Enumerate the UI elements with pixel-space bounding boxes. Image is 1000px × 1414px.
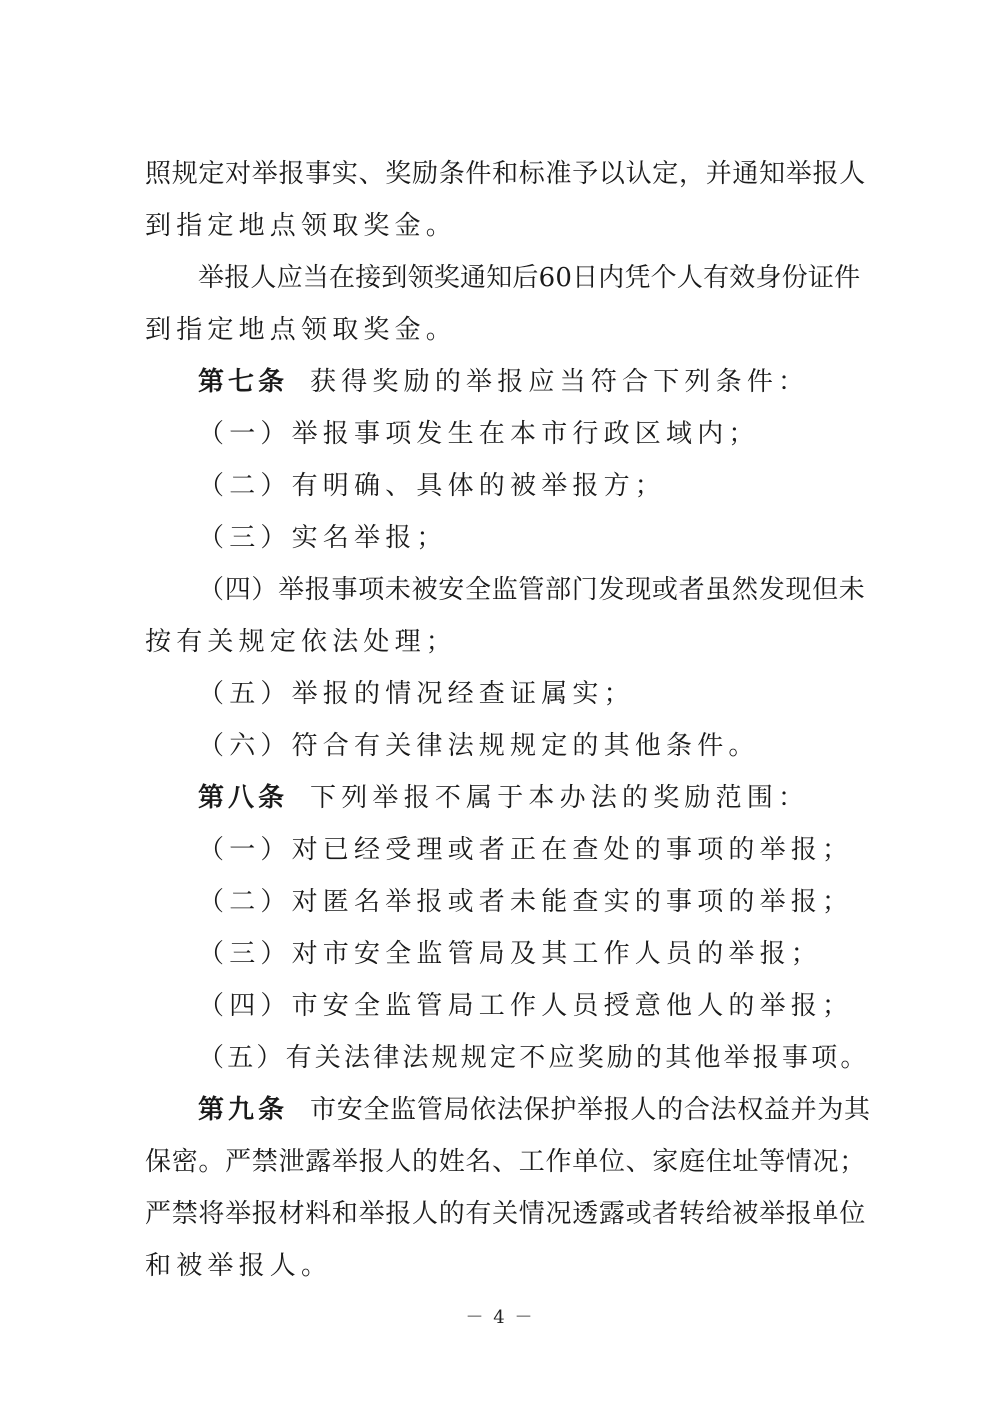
list-item: （二）对匿名举报或者未能查实的事项的举报； [198, 887, 854, 917]
article-nine [198, 1082, 870, 1138]
list-item: （一）举报事项发生在本市行政区域内； [198, 419, 760, 449]
article-seven [198, 354, 870, 410]
article-heading: 第八条 [198, 783, 289, 813]
paragraph-line: 照规定对举报事实、奖励条件和标准予以认定，并通知举报人 [145, 159, 866, 189]
article-text: 市安全监管局依法保护举报人的合法权益并为其 [310, 1095, 871, 1125]
list-item: （四）举报事项未被安全监管部门发现或者虽然发现但未 [198, 575, 866, 605]
list-item-continuation: 按有关规定依法处理； [145, 627, 458, 657]
paragraph-line: 举报人应当在接到领奖通知后60日内凭个人有效身份证件 [198, 263, 861, 293]
paragraph-line: 严禁将举报材料和举报人的有关情况透露或者转给被举报单位 [145, 1199, 866, 1229]
paragraph-line: 到指定地点领取奖金。 [145, 211, 458, 241]
article-eight [198, 770, 870, 826]
paragraph-line: 保密。严禁泄露举报人的姓名、工作单位、家庭住址等情况； [145, 1147, 866, 1177]
list-item: （四）市安全监管局工作人员授意他人的举报； [198, 991, 854, 1021]
list-item: （五）举报的情况经查证属实； [198, 679, 635, 709]
article-text: 获得奖励的举报应当符合下列条件： [310, 367, 810, 397]
article-text: 下列举报不属于本办法的奖励范围： [310, 783, 810, 813]
article-heading: 第九条 [198, 1095, 289, 1125]
page-number: － 4 － [465, 1307, 535, 1328]
list-item: （三）对市安全监管局及其工作人员的举报； [198, 939, 823, 969]
list-item: （一）对已经受理或者正在查处的事项的举报； [198, 835, 854, 865]
article-heading: 第七条 [198, 367, 289, 397]
paragraph-line: 到指定地点领取奖金。 [145, 315, 458, 345]
list-item: （三）实名举报； [198, 523, 448, 553]
list-item: （二）有明确、具体的被举报方； [198, 471, 667, 501]
list-item: （六）符合有关律法规规定的其他条件。 [198, 731, 760, 761]
paragraph-line: 和被举报人。 [145, 1251, 333, 1281]
list-item: （五）有关法律法规规定不应奖励的其他举报事项。 [198, 1043, 870, 1073]
